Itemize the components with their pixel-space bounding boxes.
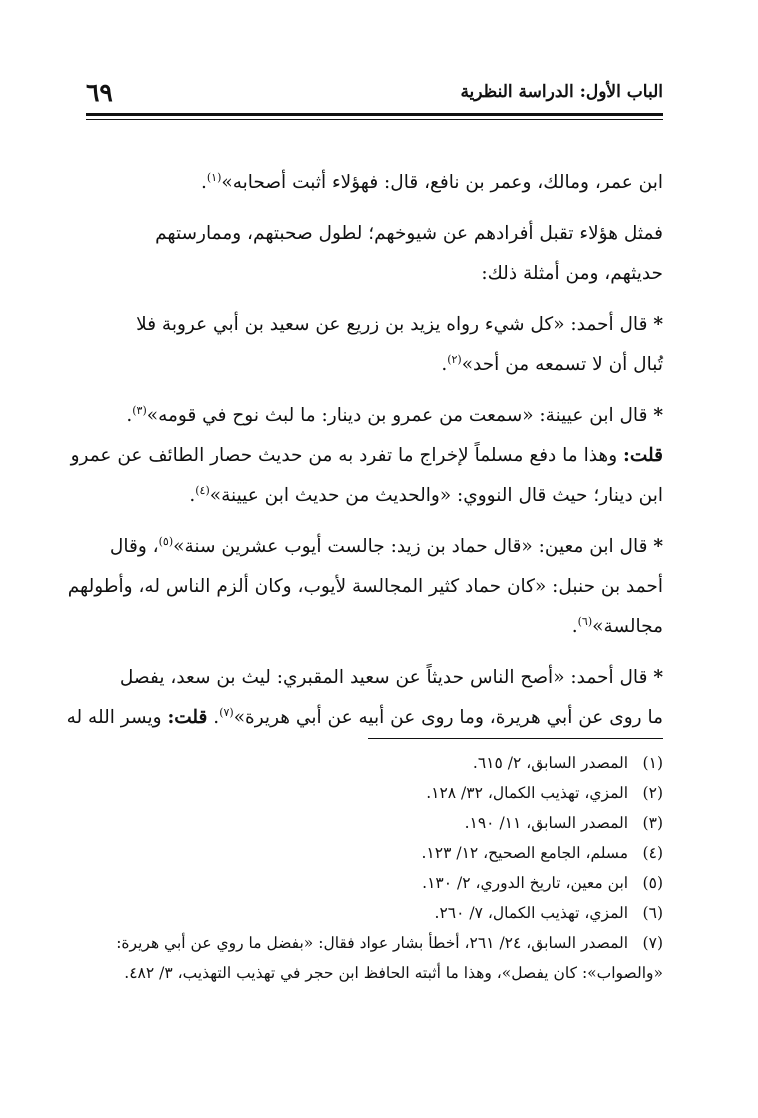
qult-marker: قلت: — [167, 707, 208, 728]
footnote-number: (٢) — [642, 784, 663, 802]
text-line: * قال ابن عيينة: «سمعت من عمرو بن دينار: ما لبث نوح في قومه»$^{(٣)}$. — [126, 403, 663, 426]
footnote-text: المصدر السابق، ٢/ ٦١٥. — [472, 754, 629, 772]
footnote-ref: (٣) — [132, 403, 147, 417]
footnote-text: المزي، تهذيب الكمال، ٣٢/ ١٢٨. — [426, 784, 629, 802]
footnote-ref: (٤) — [195, 483, 210, 497]
bullet-marker: * — [653, 667, 663, 688]
footnote-text: المصدر السابق، ١١/ ١٩٠. — [464, 814, 629, 832]
running-header — [86, 78, 663, 112]
footnote-continuation: «والصواب»: كان يفصل»، وهذا ما أثبته الحافظ ابن حجر في تهذيب التهذيب، ٣/ ٤٨٢. — [124, 964, 663, 982]
text-line: مجالسة»$^{(٦)}$. — [571, 614, 663, 637]
text-line: ما روى عن أبي هريرة، وما روى عن أبيه عن أبي هريرة»$^{(٧)}$. قلت: ويسر الله له — [66, 705, 663, 728]
footnote-separator — [368, 738, 663, 739]
footnote-text: مسلم، الجامع الصحيح، ١٢/ ١٢٣. — [421, 844, 629, 862]
text-line: حديثهم، ومن أمثلة ذلك: — [481, 263, 663, 284]
main-text — [66, 163, 663, 738]
footnote-number: (٤) — [642, 844, 663, 862]
text-line: ابن دينار؛ حيث قال النووي: «والحديث من حديث ابن عيينة»$^{(٤)}$. — [189, 483, 663, 506]
bullet-marker: * — [653, 314, 663, 335]
footnotes — [86, 748, 663, 988]
footnote-item — [86, 928, 663, 958]
bullet-marker: * — [653, 536, 663, 557]
text-line: فمثل هؤلاء تقبل أفرادهم عن شيوخهم؛ لطول صحبتهم، وممارستهم — [155, 223, 663, 244]
text-line: ابن عمر، ومالك، وعمر بن نافع، قال: فهؤلاء أثبت أصحابه»$^{(١)}$. — [200, 170, 663, 193]
footnote-ref: (٧) — [219, 705, 234, 719]
footnote-item — [86, 808, 663, 838]
footnote-item — [86, 868, 663, 898]
footnote-ref: (٥) — [158, 534, 174, 548]
page-number: ٦٩ — [86, 78, 113, 107]
footnote-item — [86, 748, 663, 778]
qult-marker: قلت: — [623, 445, 663, 466]
footnote-text: ابن معين، تاريخ الدوري، ٢/ ١٣٠. — [422, 874, 629, 892]
text-line: * قال ابن معين: «قال حماد بن زيد: جالست أيوب عشرين سنة»$^{(٥)}$، وقال — [109, 534, 663, 557]
footnote-number: (٥) — [642, 874, 663, 892]
footnote-text: المصدر السابق، ٢٤/ ٢٦١، أخطأ بشار عواد فقال: «بفضل ما روي عن أبي هريرة: — [116, 934, 629, 952]
footnote-item — [86, 778, 663, 808]
footnote-number: (٧) — [642, 934, 663, 952]
text-line: * قال أحمد: «أصح الناس حديثاً عن سعيد المقبري: ليث بن سعد، يفصل — [119, 667, 663, 688]
header-rule-thick — [86, 113, 663, 116]
text-line: * قال أحمد: «كل شيء رواه يزيد بن زريع عن سعيد بن أبي عروبة فلا — [136, 314, 663, 335]
footnote-ref: (٦) — [577, 614, 593, 628]
text-line: قلت: وهذا ما دفع مسلماً لإخراج ما تفرد به من حديث حصار الطائف عن عمرو — [70, 445, 663, 466]
text-line: تُبال أن لا تسمعه من أحد»$^{(٢)}$. — [441, 352, 663, 375]
footnote-ref: (١) — [206, 170, 222, 184]
text-line: أحمد بن حنبل: «كان حماد كثير المجالسة لأيوب، وكان ألزم الناس له، وأطولهم — [67, 576, 663, 597]
bullet-marker: * — [653, 405, 663, 426]
header-rule-thin — [86, 119, 663, 120]
footnote-text: المزي، تهذيب الكمال، ٧/ ٢٦٠. — [434, 904, 629, 922]
footnote-number: (٦) — [642, 904, 663, 922]
footnote-item — [86, 838, 663, 868]
footnote-number: (١) — [642, 754, 663, 772]
footnote-number: (٣) — [642, 814, 663, 832]
chapter-title: الباب الأول: الدراسة النظرية — [460, 82, 663, 102]
footnote-ref: (٢) — [447, 352, 462, 366]
footnote-item — [86, 898, 663, 928]
